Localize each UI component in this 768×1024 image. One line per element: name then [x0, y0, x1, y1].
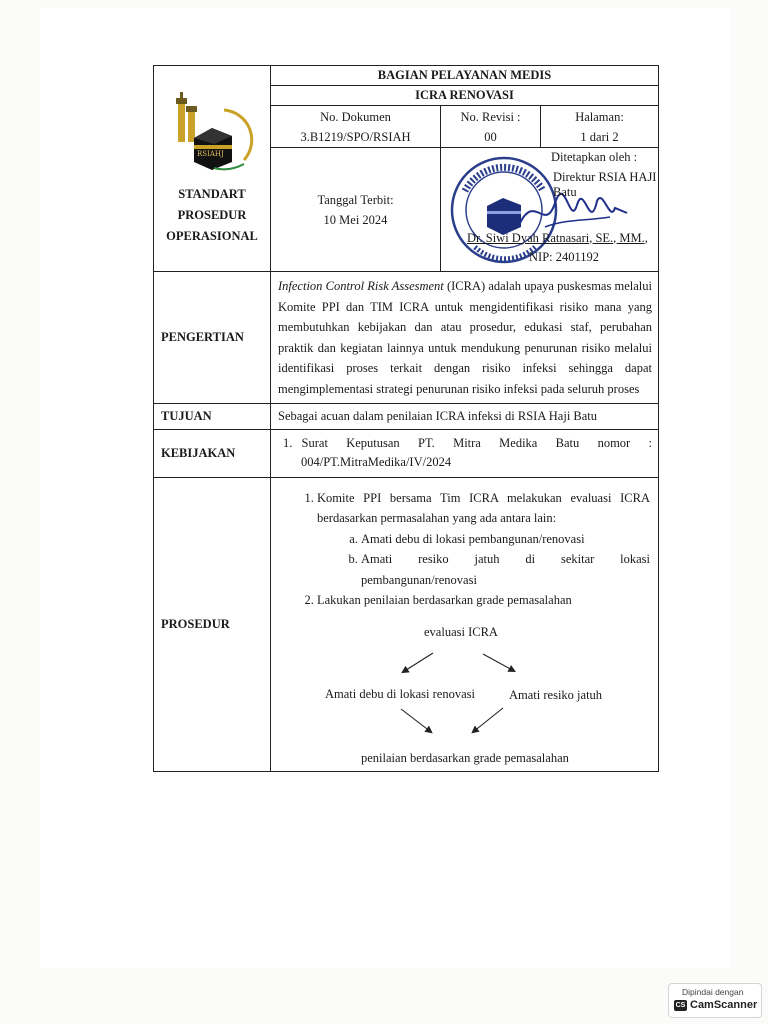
tujuan-label: TUJUAN: [154, 404, 271, 430]
approval-cell: [441, 148, 659, 272]
approval-line1: Ditetapkan oleh :: [551, 149, 638, 164]
logo-cell: [154, 66, 271, 272]
procedure-step: 2. Lakukan penilaian berdasarkan grade pemasalahan: [317, 590, 658, 611]
arrow-to-bottom-right: [473, 708, 503, 732]
kebijakan-text: 1. Surat Keputusan PT. Mitra Medika Batu nomor : 004/PT.MitraMedika/IV/2024: [271, 429, 659, 477]
sop-label: STANDART PROSEDUR OPERASIONAL: [166, 187, 258, 243]
kebijakan-label: KEBIJAKAN: [154, 429, 271, 477]
camscanner-icon: CS: [675, 1002, 686, 1009]
flow-left-node: Amati debu di lokasi renovasi: [325, 686, 475, 701]
sop-table: [153, 65, 659, 772]
pengertian-label: PENGERTIAN: [154, 272, 271, 404]
document-title: ICRA RENOVASI: [271, 86, 659, 106]
arrow-down-left: [403, 653, 433, 672]
camscanner-watermark: Dipindai dengan CS CamScanner: [668, 983, 762, 1018]
director-nip: NIP: 2401192: [529, 249, 600, 264]
flow-diagram: [271, 611, 658, 771]
approval-line2: Direktur RSIA HAJI Batu: [553, 169, 657, 199]
page-number-cell: Halaman: 1 dari 2: [541, 106, 659, 148]
tujuan-text: Sebagai acuan dalam penilaian ICRA infeksi di RSIA Haji Batu: [271, 404, 659, 430]
issue-date-cell: Tanggal Terbit: 10 Mei 2024: [271, 148, 441, 272]
director-name: Dr. Siwi Dyah Ratnasari, SE., MM.,: [467, 230, 648, 245]
procedure-substep: b. Amati resiko jatuh di sekitar lokasi pembangunan/renovasi: [361, 549, 650, 590]
revision-cell: No. Revisi : 00: [441, 106, 541, 148]
pengertian-text: Infection Control Risk Assesment (ICRA) adalah upaya puskesmas melalui Komite PPI dan TIM ICRA untuk mengidentifikasi risiko mana yang membutuhkan kebijakan dan atau prosedur, edukasi staf, perubahan praktik dan kegiatan lainnya untuk mendukung penurunan risiko melalui identifikasi proses terkait dengan risiko infeksi sehingga dapat mengimplementasi strategi penurunan risiko infeksi pada seluruh proses: [271, 272, 659, 404]
svg-text:RSIAHJ: RSIAHJ: [197, 150, 224, 158]
flow-top-node: evaluasi ICRA: [424, 624, 498, 639]
procedure-steps: [271, 488, 658, 611]
procedure-step: 1. Komite PPI bersama Tim ICRA melakukan evaluasi ICRA berdasarkan permasalahan yang ada antara lain: a. Amati debu di lokasi pembangunan/renovasi b. Amati resiko jatuh di sekitar lokasi pembangunan/renovasi: [317, 488, 658, 591]
arrow-down-right: [483, 654, 514, 671]
prosedur-label: PROSEDUR: [154, 477, 271, 771]
flow-bottom-node: penilaian berdasarkan grade pemasalahan: [361, 750, 569, 765]
hospital-logo: [164, 90, 260, 174]
arrow-to-bottom-left: [401, 709, 431, 732]
prosedur-content: [271, 477, 659, 771]
doc-number-cell: No. Dokumen 3.B1219/SPO/RSIAH: [271, 106, 441, 148]
procedure-substep: a. Amati debu di lokasi pembangunan/renovasi: [361, 529, 650, 550]
department-header: BAGIAN PELAYANAN MEDIS: [271, 66, 659, 86]
flow-right-node: Amati resiko jatuh: [509, 687, 603, 702]
